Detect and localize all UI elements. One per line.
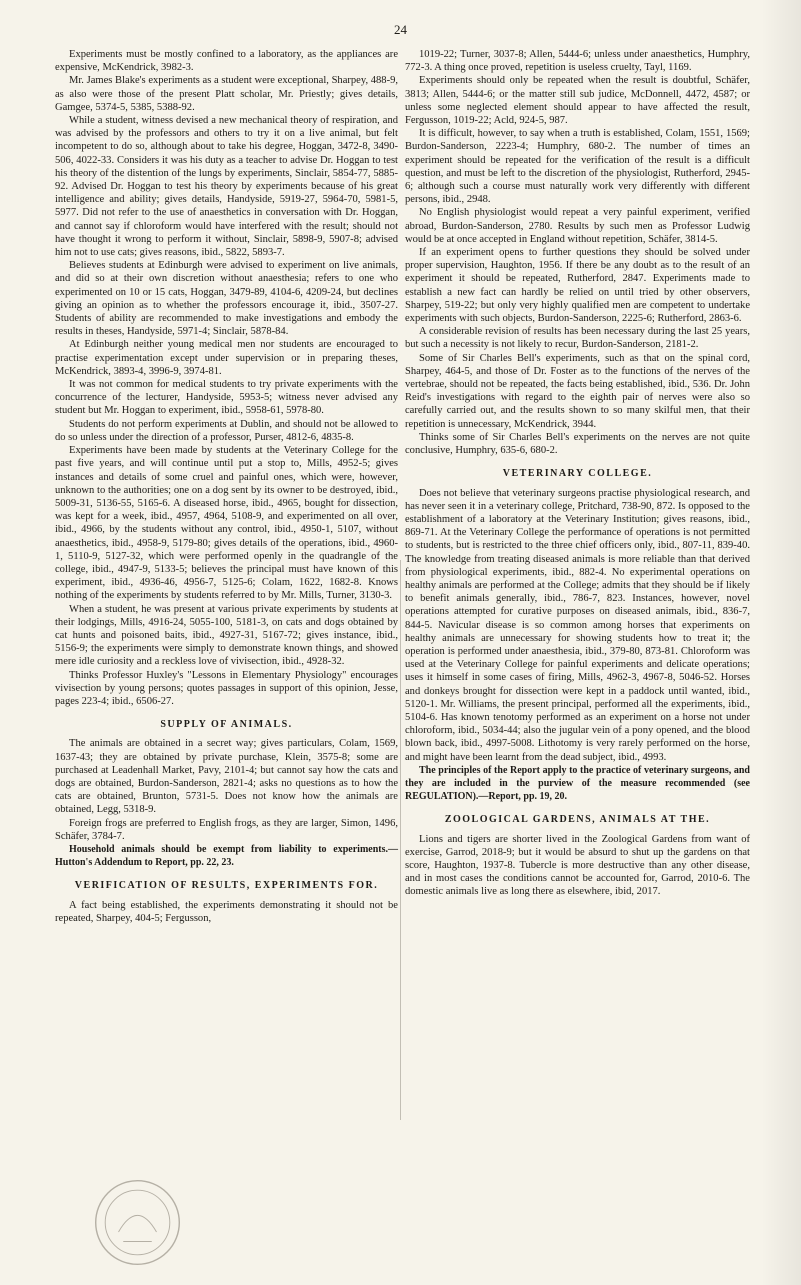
page-number: 24 bbox=[394, 22, 407, 37]
index-paragraph: Experiments should only be repeated when the result is doubtful, Schäfer, 3813; Allen, 5444-6; or the matter still sub judice, McDonnell, 4472, 4587; or unless some neglected element should appear to have affected the result, Fergusson, 1019-22; Acld, 924-5, 987. bbox=[405, 75, 750, 127]
index-paragraph: Mr. James Blake's experiments as a student were exceptional, Sharpey, 488-9, as also were those of the present Platt scholar, Mr. Priestly; gives details, Gamgee, 5374-5, 5385, 5388-92. bbox=[55, 75, 398, 113]
index-paragraph: At Edinburgh neither young medical men nor students are encouraged to practise experimentation except under supervision or in preparing theses, McKendrick, 3893-4, 3996-9, 3974-81. bbox=[55, 339, 398, 377]
report-note: Household animals should be exempt from liability to experiments.—Hutton's Addendum to Report, pp. 22, 23. bbox=[55, 843, 398, 869]
index-paragraph: It is difficult, however, to say when a truth is established, Colam, 1551, 1569; Burdon-Sanderson, 2223-4; Humphry, 680-2. The number of times an experiment should be repeated for the verification of the result is a difficult question, and must be left to the discretion of the physiologist, Rutherford, 2945-6; although such a course must naturally work very differently with different persons, ibid., 2948. bbox=[405, 128, 750, 206]
index-paragraph: Lions and tigers are shorter lived in the Zoological Gardens from want of exercise, Garrod, 2018-9; but it would be absurd to shut up the gardens on that score, Haughton, 1937-8. Tubercle is more destructive than any other disease, and in most cases the conditions cannot be accounted for, Garrod, 2010-6. The domestic animals live as long there as elsewhere, ibid, 2017. bbox=[405, 833, 750, 898]
index-paragraph: Foreign frogs are preferred to English frogs, as they are larger, Simon, 1496, Schäfer, 3784-7. bbox=[55, 817, 398, 842]
index-paragraph: Some of Sir Charles Bell's experiments, such as that on the spinal cord, Sharpey, 464-5, and those of Dr. Foster as to the functions of the nerves of the vertebrae, should not be repeated, the facts being established, ibid., 536. Dr. John Reid's investigations with regard to the eighth pair of nerves were also so carefully carried out, and the results shown to so many skilful men, that their repetition is unnecessary, McKendrick, 3944. bbox=[405, 352, 750, 430]
page-edge-shadow bbox=[761, 0, 801, 1285]
section-heading: ZOOLOGICAL GARDENS, ANIMALS AT THE. bbox=[444, 814, 711, 826]
index-paragraph: Experiments must be mostly confined to a laboratory, as the appliances are expensive, McKendrick, 3982-3. bbox=[55, 49, 398, 74]
index-paragraph: Believes students at Edinburgh were advised to experiment on live animals, and did so at their own discretion without anaesthesia; refers to one who experimented on 10 or 15 cats, Hoggan, 3479-89, 4104-6, 4209-24, but declines giving an opinion as to whether the professors encourage it, ibid., 3507-27. Students of ability are recommended to make investigations and embody the results in theses, Handyside, 5971-4; Sinclair, 5878-84. bbox=[55, 260, 398, 338]
index-paragraph: A considerable revision of results has been necessary during the last 25 years, but such a necessity is not likely to recur, Burdon-Sanderson, 2181-2. bbox=[405, 326, 750, 351]
index-paragraph: While a student, witness devised a new mechanical theory of respiration, and was advised by the professors and others to try it on a live animal, but felt incompetent to do so, although about to take his degree, Hoggan, 3472-8, 3490-506, 4022-33. Considers it was his duty as a teacher to advise Dr. Hoggan to test his theory of the distention of the lungs by experiments, Sinclair, 5854-77, 5885-92. Advised Dr. Hoggan to test his theory by experiments because of his great intelligence and ability; gives details, Handyside, 5919-27, 5964-70, 5981-5, 5977. Did not refer to the use of anaesthetics in conversation with Dr. Hoggan, and cannot say if chloroform would have interfered with the result; should not have thought it wrong to perform it without, Sinclair, 5898-9, 5907-8; advised him not to use cats; gives reasons, ibid., 5822, 5893-7. bbox=[55, 115, 398, 259]
section-heading: VERIFICATION OF RESULTS, EXPERIMENTS FOR. bbox=[74, 880, 379, 892]
index-paragraph: Thinks some of Sir Charles Bell's experiments on the nerves are not quite conclusive, Humphry, 635-6, 680-2. bbox=[405, 431, 750, 457]
left-column bbox=[55, 48, 398, 925]
index-paragraph: A fact being established, the experiments demonstrating it should not be repeated, Sharpey, 404-5; Fergusson, bbox=[55, 899, 398, 924]
index-paragraph: The animals are obtained in a secret way; gives particulars, Colam, 1569, 1637-43; they are obtained by private purchase, Klein, 3575-8; some are purchased at Leadenhall Market, Pavy, 2101-4; but cannot say how the cats and dogs are obtained, Burdon-Sanderson, 2821-4; asks no questions as to how the cats are obtained, Brunton, 5731-5. Does not know how the animals are obtained, Legg, 5318-9. bbox=[55, 738, 398, 816]
index-paragraph: 1019-22; Turner, 3037-8; Allen, 5444-6; unless under anaesthetics, Humphry, 772-3. A thing once proved, repetition is useless cruelty, Tayl, 1169. bbox=[405, 49, 750, 74]
index-paragraph: Students do not perform experiments at Dublin, and should not be allowed to do so unless under the direction of a professor, Purser, 4812-6, 4835-8. bbox=[55, 418, 398, 443]
library-stamp-mark bbox=[90, 1175, 185, 1270]
index-paragraph: When a student, he was present at various private experiments by students at their lodgings, Mills, 4916-24, 5055-100, 5181-3, on cats and dogs obtained by cat hunts and poisoned baits, ibid., 4927-31, 5167-72; gives instance, ibid., 5156-9; the experiments were simply to demonstrate known things, and showed mere idle curiosity and a reckless love of vivisection, ibid., 4928-32. bbox=[55, 603, 398, 668]
report-note: The principles of the Report apply to the practice of veterinary surgeons, and they are included in the purview of the measure recommended (see REGULATION).—Report, pp. 19, 20. bbox=[405, 764, 750, 803]
index-paragraph: If an experiment opens to further questions they should be solved under proper supervision, Haughton, 1956. If there be any doubt as to the result of an experiment it should be repeated, Rutherford, 2847. Experiments made to establish a new fact can hardly be relied on until tried by other observers, Sharpey, 519-22; but only very highly qualified men are competent to undertake experiments with such objects, Burdon-Sanderson, 2225-6; Rutherford, 2863-6. bbox=[405, 247, 750, 325]
index-paragraph: Thinks Professor Huxley's "Lessons in Elementary Physiology" encourages vivisection by young persons; quotes passages in support of this opinion, Jesse, pages 223-4; ibid., 6506-27. bbox=[55, 669, 398, 707]
index-paragraph: No English physiologist would repeat a very painful experiment, verified abroad, Burdon-Sanderson, 2780. Results by such men as Professor Ludwig would be at once accepted in England without repetition, Schäfer, 3814-5. bbox=[405, 207, 750, 245]
index-paragraph: Experiments have been made by students at the Veterinary College for the past five years, and will continue until put a stop to, Mills, 4952-5; gives instances and details of some cruel and painful ones, which were, however, unknown to the authorities; one on a dog sent by its owner to be destroyed, ibid., 5009-31, 5136-55, 5165-6. A diseased horse, ibid., 4965, bought for dissection, was kept for a week, ibid., 4957, 4964, 5108-9, and experimented on all over, ibid., 4966, by the students without any control, ibid., 4950-1, 5107, without anaesthetics, ibid., 4958-9, 5179-80; gives details of the operations, ibid., 4960-1, 5110-9, 5127-32, which were performed openly in the quadrangle of the college, ibid., 4947-9, 5133-5; believes the principal must have known of this experiment, ibid., 4936-46, 4956-7, 5125-6; Colam, 1622, 1682-8. Knows nothing of the experiments by students referred to by Mr. Mills, Turner, 3130-3. bbox=[55, 445, 398, 602]
index-paragraph: Does not believe that veterinary surgeons practise physiological research, and has never seen it in a veterinary college, Pritchard, 738-90, 872. Is opposed to the establishment of a laboratory at the Veterinary Institution; gives reasons, ibid., 869-71. At the Veterinary College the performance of operations is not permitted to students, but is restricted to the three chief officers only, ibid., 807-11, 839-40. The knowledge from treating diseased animals is more reliable than that derived from physiological experiments, ibid., 882-4. No experimental operations on healthy animals are performed at the College; admits that they should be if likely to benefit animals generally, ibid., 786-7, 823. Instances, however, novel operations attempted for curative purposes on diseased animals, ibid., 836-7, 844-5. Navicular disease is so common among horses that experiments on healthy animals are unnecessary for showing students how to treat it; the operation is performed under anaesthesia, ibid., 379-80, 873-81. Chloroform was used at the Veterinary College for painful experiments and delicate operations; uses it himself in some cases of firing, Mills, 4962-3, 4967-8, 5046-52. Horses and donkeys brought for dissection were kept in a paddock until wanted, ibid., 5120-1. Mr. Williams, the present principal, performed all the experiments, ibid., 5104-6. Has known tenotomy performed as an experiment on a horse not under chloroform, ibid., 5034-44; also the jugular vein of a pony opened, and the blood blown back, ibid., 4997-5008. Lithotomy is very rarely performed on the horse, and might have been learnt from the dead subject, ibid., 4993. bbox=[405, 487, 750, 763]
index-paragraph: It was not common for medical students to try private experiments with the concurrence of the lecturer, Handyside, 5953-5; witness never advised any student but Mr. Hoggan to experiment, ibid., 5958-61, 5978-80. bbox=[55, 379, 398, 417]
section-heading: VETERINARY COLLEGE. bbox=[502, 468, 653, 480]
right-column bbox=[405, 48, 750, 899]
section-heading: SUPPLY OF ANIMALS. bbox=[160, 719, 293, 731]
column-divider bbox=[400, 560, 401, 1120]
